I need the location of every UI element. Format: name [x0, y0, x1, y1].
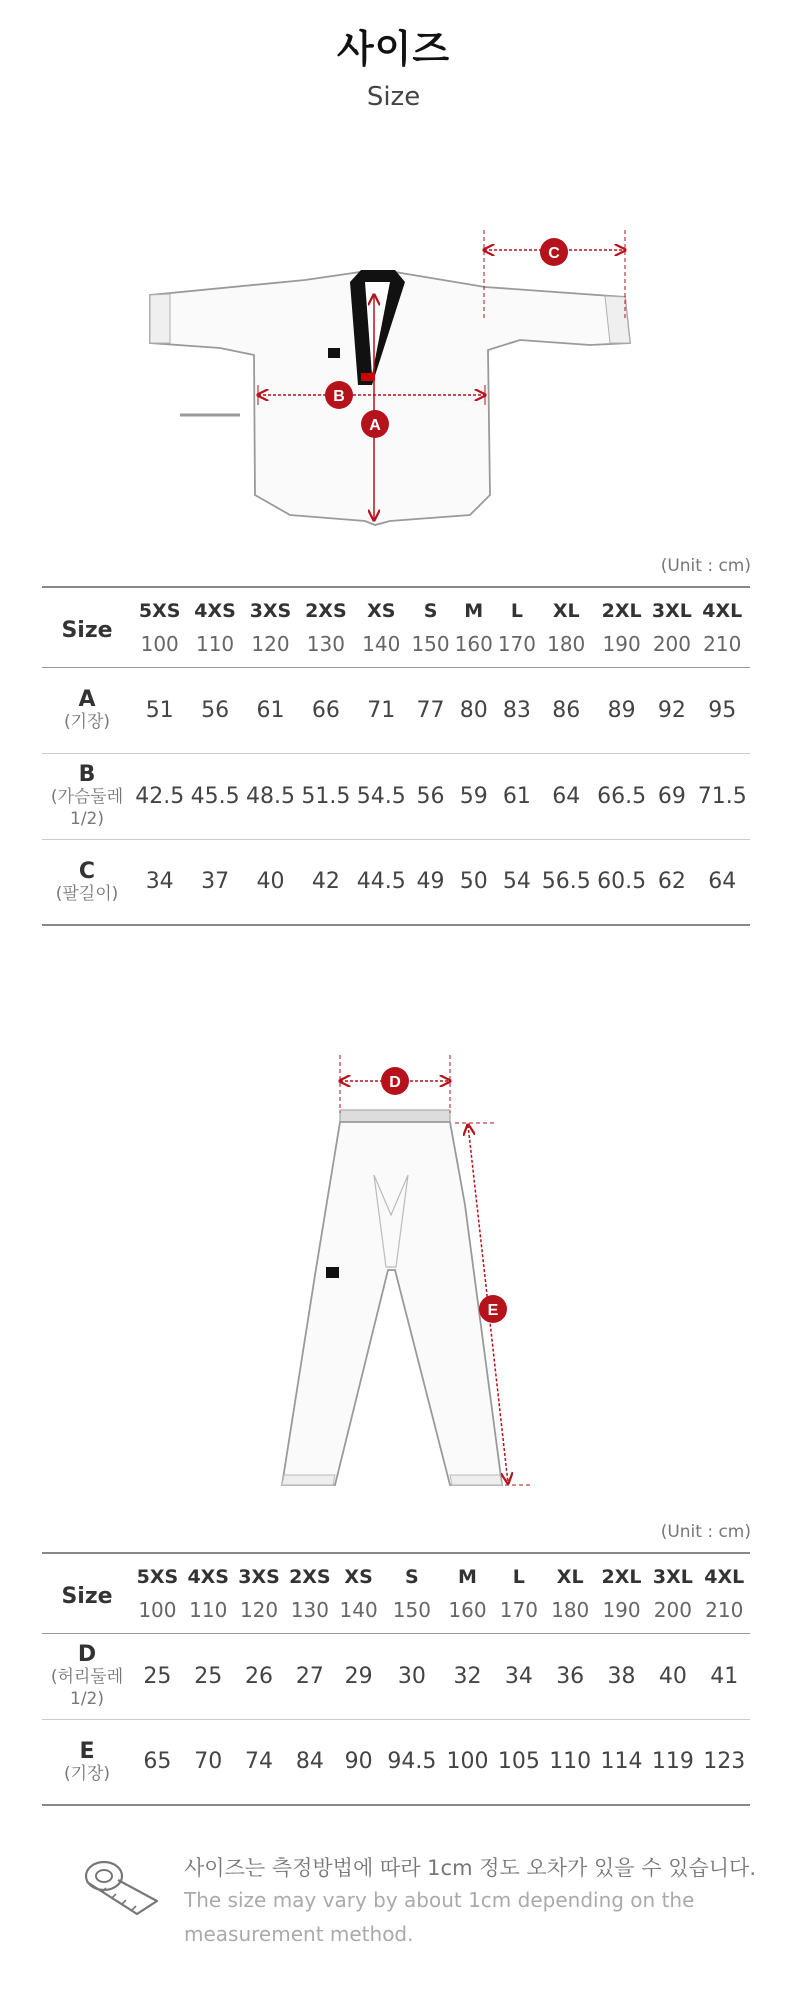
marker-a — [360, 409, 390, 439]
size-col: L — [510, 599, 523, 622]
size-col: XS — [367, 599, 396, 622]
cell: 65 — [132, 1719, 183, 1805]
height-col: 130 — [298, 627, 353, 667]
marker-a-label: A — [369, 417, 381, 434]
cell: 114 — [596, 1719, 647, 1805]
height-col: 140 — [335, 1593, 382, 1633]
cell: 30 — [382, 1633, 442, 1719]
cell: 83 — [495, 667, 538, 753]
cell: 56.5 — [539, 839, 594, 925]
cell: 71 — [354, 667, 409, 753]
cell: 40 — [243, 839, 298, 925]
row-desc: (기장) — [63, 1763, 111, 1784]
cell: 119 — [647, 1719, 698, 1805]
marker-d-label: D — [389, 1074, 401, 1091]
size-col: XS — [344, 1565, 373, 1588]
measurement-note — [82, 1846, 762, 1976]
cell: 56 — [187, 667, 242, 753]
row-desc-2: 1/2) — [70, 808, 104, 829]
cell: 45.5 — [187, 753, 242, 839]
size-col: M — [458, 1565, 477, 1588]
cell: 62 — [649, 839, 694, 925]
cell: 36 — [545, 1633, 596, 1719]
cell: 86 — [539, 667, 594, 753]
cell: 90 — [335, 1719, 382, 1805]
table-row — [42, 667, 750, 753]
cell: 123 — [699, 1719, 750, 1805]
cell: 38 — [596, 1633, 647, 1719]
row-letter: C — [78, 858, 96, 884]
size-col: 5XS — [138, 599, 181, 622]
size-col: 2XS — [305, 599, 347, 622]
note-english-line2: measurement method. — [184, 1922, 414, 1946]
cell: 92 — [649, 667, 694, 753]
row-letter: B — [78, 762, 96, 788]
height-col: 170 — [493, 1593, 544, 1633]
row-letter: E — [79, 1738, 95, 1764]
size-col: M — [464, 599, 484, 622]
size-col: 4XS — [194, 599, 236, 622]
size-col: XL — [552, 599, 580, 622]
cell: 74 — [234, 1719, 285, 1805]
height-col: 150 — [409, 627, 452, 667]
marker-d — [380, 1066, 410, 1096]
page-title: 사이즈 — [336, 27, 451, 71]
size-col: XL — [556, 1565, 584, 1588]
height-col: 190 — [594, 627, 649, 667]
pants-size-table — [42, 1552, 750, 1806]
cell: 66.5 — [594, 753, 649, 839]
row-letter: A — [78, 686, 96, 712]
height-col: 210 — [699, 1593, 750, 1633]
height-col: 190 — [596, 1593, 647, 1633]
cell: 51 — [132, 667, 187, 753]
size-col: 5XS — [136, 1565, 179, 1588]
size-col: 4XL — [702, 599, 743, 622]
height-col: 180 — [539, 627, 594, 667]
height-col: 110 — [187, 627, 242, 667]
row-desc: (허리둘레 — [50, 1667, 124, 1688]
cell: 49 — [409, 839, 452, 925]
cell: 66 — [298, 667, 353, 753]
height-col: 150 — [382, 1593, 442, 1633]
marker-e-label: E — [487, 1302, 499, 1319]
pants-illustration — [270, 1055, 550, 1510]
cell: 64 — [539, 753, 594, 839]
cell: 80 — [452, 667, 495, 753]
marker-e — [478, 1294, 508, 1324]
cell: 100 — [442, 1719, 493, 1805]
size-col: 4XS — [187, 1565, 229, 1588]
table-row — [42, 1633, 750, 1719]
cell: 29 — [335, 1633, 382, 1719]
cell: 34 — [132, 839, 187, 925]
size-col: 2XL — [601, 599, 642, 622]
marker-b — [324, 380, 354, 410]
height-col: 100 — [132, 1593, 183, 1633]
cell: 50 — [452, 839, 495, 925]
size-col: S — [423, 599, 438, 622]
height-col: 200 — [649, 627, 694, 667]
cell: 61 — [495, 753, 538, 839]
cell: 105 — [493, 1719, 544, 1805]
row-desc-2: 1/2) — [70, 1688, 104, 1709]
height-col: 120 — [234, 1593, 285, 1633]
cell: 40 — [647, 1633, 698, 1719]
height-col: 140 — [354, 627, 409, 667]
height-col: 200 — [647, 1593, 698, 1633]
jacket-size-table — [42, 586, 750, 926]
table-row — [42, 839, 750, 925]
size-col: 3XS — [249, 599, 292, 622]
height-col: 160 — [452, 627, 495, 667]
height-col: 100 — [132, 627, 187, 667]
cell: 27 — [284, 1633, 335, 1719]
cell: 25 — [183, 1633, 234, 1719]
cell: 37 — [187, 839, 242, 925]
height-col: 210 — [695, 627, 750, 667]
cell: 26 — [234, 1633, 285, 1719]
note-english-line1: The size may vary by about 1cm depending on the — [184, 1888, 695, 1912]
height-col: 160 — [442, 1593, 493, 1633]
row-letter: D — [77, 1642, 97, 1668]
size-col: L — [512, 1565, 525, 1588]
page-subtitle: Size — [366, 82, 421, 112]
cell: 51.5 — [298, 753, 353, 839]
cell: 59 — [452, 753, 495, 839]
cell: 60.5 — [594, 839, 649, 925]
cell: 32 — [442, 1633, 493, 1719]
size-col: S — [405, 1565, 419, 1588]
table-row — [42, 1719, 750, 1805]
measuring-tape-icon — [82, 1856, 162, 1930]
height-col: 180 — [545, 1593, 596, 1633]
cell: 110 — [545, 1719, 596, 1805]
pants-unit-label: (Unit : cm) — [660, 1522, 751, 1542]
cell: 41 — [699, 1633, 750, 1719]
marker-b-label: B — [333, 388, 345, 405]
cell: 70 — [183, 1719, 234, 1805]
cell: 34 — [493, 1633, 544, 1719]
size-col: 3XS — [238, 1565, 280, 1588]
height-col: 130 — [284, 1593, 335, 1633]
cell: 42.5 — [132, 753, 187, 839]
marker-c — [539, 237, 569, 267]
cell: 42 — [298, 839, 353, 925]
row-desc: (가슴둘레 — [50, 787, 124, 808]
jacket-unit-label: (Unit : cm) — [660, 556, 751, 576]
size-col: 3XL — [652, 1565, 693, 1588]
cell: 54.5 — [354, 753, 409, 839]
cell: 69 — [649, 753, 694, 839]
row-desc: (기장) — [63, 711, 111, 732]
cell: 89 — [594, 667, 649, 753]
size-col: 4XL — [704, 1565, 745, 1588]
height-col: 120 — [243, 627, 298, 667]
note-korean: 사이즈는 측정방법에 따라 1cm 정도 오차가 있을 수 있습니다. — [184, 1856, 757, 1880]
cell: 61 — [243, 667, 298, 753]
cell: 64 — [695, 839, 750, 925]
size-col: 2XL — [601, 1565, 642, 1588]
row-desc: (팔길이) — [55, 883, 119, 904]
cell: 54 — [495, 839, 538, 925]
jacket-illustration — [140, 225, 660, 535]
cell: 48.5 — [243, 753, 298, 839]
cell: 44.5 — [354, 839, 409, 925]
cell: 25 — [132, 1633, 183, 1719]
cell: 94.5 — [382, 1719, 442, 1805]
cell: 77 — [409, 667, 452, 753]
cell: 56 — [409, 753, 452, 839]
size-col: 3XL — [651, 599, 692, 622]
cell: 71.5 — [695, 753, 750, 839]
size-col: 2XS — [289, 1565, 331, 1588]
cell: 95 — [695, 667, 750, 753]
height-col: 170 — [495, 627, 538, 667]
size-header: Size — [61, 617, 113, 643]
size-header: Size — [61, 1583, 113, 1609]
height-col: 110 — [183, 1593, 234, 1633]
cell: 84 — [284, 1719, 335, 1805]
table-row — [42, 753, 750, 839]
marker-c-label: C — [548, 245, 560, 262]
